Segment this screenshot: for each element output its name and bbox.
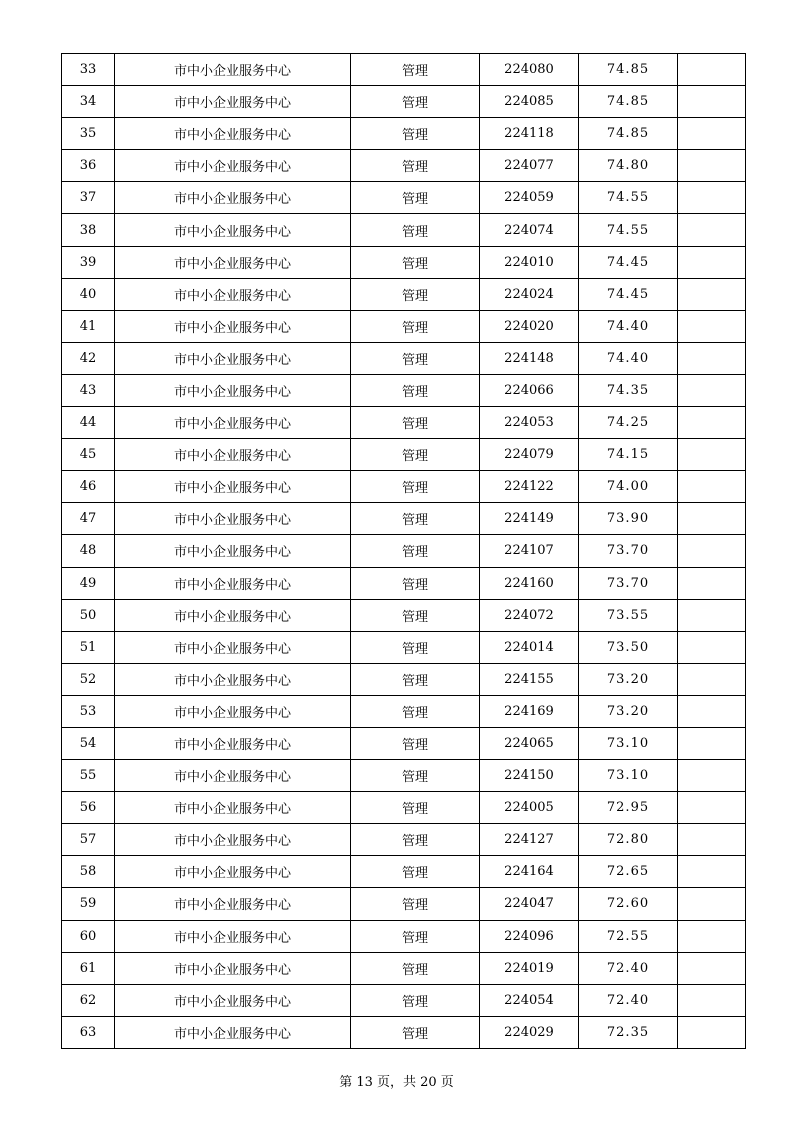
unit-cell: 市中小企业服务中心 <box>115 727 351 759</box>
table-row <box>62 150 746 182</box>
row-number-cell: 57 <box>62 824 115 856</box>
score-cell: 73.20 <box>579 695 678 727</box>
table-row <box>62 86 746 118</box>
row-number-cell: 60 <box>62 920 115 952</box>
table-row <box>62 727 746 759</box>
unit-cell: 市中小企业服务中心 <box>115 86 351 118</box>
position-cell: 管理 <box>351 824 480 856</box>
score-cell: 74.00 <box>579 471 678 503</box>
score-cell: 73.90 <box>579 503 678 535</box>
note-cell <box>678 631 746 663</box>
score-cell: 74.80 <box>579 150 678 182</box>
unit-cell: 市中小企业服务中心 <box>115 663 351 695</box>
row-number-cell: 54 <box>62 727 115 759</box>
score-cell: 74.85 <box>579 54 678 86</box>
row-number-cell: 47 <box>62 503 115 535</box>
table-row <box>62 631 746 663</box>
unit-cell: 市中小企业服务中心 <box>115 118 351 150</box>
unit-cell: 市中小企业服务中心 <box>115 310 351 342</box>
exam-id-cell: 224107 <box>480 535 579 567</box>
note-cell <box>678 214 746 246</box>
unit-cell: 市中小企业服务中心 <box>115 54 351 86</box>
table-row <box>62 246 746 278</box>
unit-cell: 市中小企业服务中心 <box>115 824 351 856</box>
position-cell: 管理 <box>351 792 480 824</box>
row-number-cell: 45 <box>62 439 115 471</box>
exam-id-cell: 224072 <box>480 599 579 631</box>
table-row <box>62 278 746 310</box>
row-number-cell: 63 <box>62 1016 115 1048</box>
unit-cell: 市中小企业服务中心 <box>115 631 351 663</box>
note-cell <box>678 727 746 759</box>
score-cell: 72.60 <box>579 888 678 920</box>
row-number-cell: 50 <box>62 599 115 631</box>
unit-cell: 市中小企业服务中心 <box>115 695 351 727</box>
unit-cell: 市中小企业服务中心 <box>115 952 351 984</box>
note-cell <box>678 54 746 86</box>
note-cell <box>678 792 746 824</box>
row-number-cell: 41 <box>62 310 115 342</box>
score-cell: 72.40 <box>579 984 678 1016</box>
unit-cell: 市中小企业服务中心 <box>115 407 351 439</box>
exam-id-cell: 224096 <box>480 920 579 952</box>
exam-id-cell: 224080 <box>480 54 579 86</box>
position-cell: 管理 <box>351 118 480 150</box>
exam-id-cell: 224149 <box>480 503 579 535</box>
note-cell <box>678 535 746 567</box>
results-table-body <box>62 54 746 1049</box>
unit-cell: 市中小企业服务中心 <box>115 374 351 406</box>
exam-id-cell: 224085 <box>480 86 579 118</box>
position-cell: 管理 <box>351 856 480 888</box>
table-row <box>62 695 746 727</box>
note-cell <box>678 1016 746 1048</box>
score-cell: 72.40 <box>579 952 678 984</box>
note-cell <box>678 599 746 631</box>
row-number-cell: 37 <box>62 182 115 214</box>
exam-id-cell: 224029 <box>480 1016 579 1048</box>
unit-cell: 市中小企业服务中心 <box>115 535 351 567</box>
row-number-cell: 58 <box>62 856 115 888</box>
note-cell <box>678 471 746 503</box>
exam-id-cell: 224074 <box>480 214 579 246</box>
score-cell: 74.35 <box>579 374 678 406</box>
position-cell: 管理 <box>351 984 480 1016</box>
row-number-cell: 34 <box>62 86 115 118</box>
position-cell: 管理 <box>351 182 480 214</box>
note-cell <box>678 920 746 952</box>
unit-cell: 市中小企业服务中心 <box>115 1016 351 1048</box>
exam-id-cell: 224127 <box>480 824 579 856</box>
note-cell <box>678 310 746 342</box>
page-footer <box>0 1071 793 1090</box>
unit-cell: 市中小企业服务中心 <box>115 471 351 503</box>
exam-id-cell: 224054 <box>480 984 579 1016</box>
exam-id-cell: 224024 <box>480 278 579 310</box>
score-cell: 74.55 <box>579 214 678 246</box>
table-row <box>62 214 746 246</box>
exam-id-cell: 224079 <box>480 439 579 471</box>
score-cell: 72.65 <box>579 856 678 888</box>
table-row <box>62 118 746 150</box>
unit-cell: 市中小企业服务中心 <box>115 214 351 246</box>
note-cell <box>678 182 746 214</box>
position-cell: 管理 <box>351 342 480 374</box>
table-row <box>62 310 746 342</box>
score-cell: 74.45 <box>579 246 678 278</box>
unit-cell: 市中小企业服务中心 <box>115 792 351 824</box>
exam-id-cell: 224148 <box>480 342 579 374</box>
score-cell: 74.15 <box>579 439 678 471</box>
row-number-cell: 39 <box>62 246 115 278</box>
results-table <box>61 53 746 1049</box>
unit-cell: 市中小企业服务中心 <box>115 760 351 792</box>
table-row <box>62 535 746 567</box>
position-cell: 管理 <box>351 1016 480 1048</box>
note-cell <box>678 856 746 888</box>
note-cell <box>678 342 746 374</box>
note-cell <box>678 118 746 150</box>
note-cell <box>678 984 746 1016</box>
table-row <box>62 824 746 856</box>
position-cell: 管理 <box>351 503 480 535</box>
position-cell: 管理 <box>351 407 480 439</box>
score-cell: 74.25 <box>579 407 678 439</box>
row-number-cell: 48 <box>62 535 115 567</box>
score-cell: 73.10 <box>579 727 678 759</box>
score-cell: 74.40 <box>579 310 678 342</box>
table-row <box>62 567 746 599</box>
unit-cell: 市中小企业服务中心 <box>115 567 351 599</box>
score-cell: 74.40 <box>579 342 678 374</box>
position-cell: 管理 <box>351 567 480 599</box>
row-number-cell: 56 <box>62 792 115 824</box>
exam-id-cell: 224047 <box>480 888 579 920</box>
page-number-label: 第 13 页，共 20 页 <box>339 1075 454 1090</box>
score-cell: 72.80 <box>579 824 678 856</box>
exam-id-cell: 224020 <box>480 310 579 342</box>
table-row <box>62 952 746 984</box>
table-row <box>62 599 746 631</box>
note-cell <box>678 760 746 792</box>
unit-cell: 市中小企业服务中心 <box>115 439 351 471</box>
position-cell: 管理 <box>351 535 480 567</box>
position-cell: 管理 <box>351 952 480 984</box>
exam-id-cell: 224014 <box>480 631 579 663</box>
table-row <box>62 54 746 86</box>
exam-id-cell: 224065 <box>480 727 579 759</box>
table-row <box>62 407 746 439</box>
table-row <box>62 792 746 824</box>
note-cell <box>678 407 746 439</box>
unit-cell: 市中小企业服务中心 <box>115 888 351 920</box>
position-cell: 管理 <box>351 727 480 759</box>
row-number-cell: 51 <box>62 631 115 663</box>
table-row <box>62 984 746 1016</box>
row-number-cell: 38 <box>62 214 115 246</box>
note-cell <box>678 374 746 406</box>
position-cell: 管理 <box>351 888 480 920</box>
score-cell: 74.85 <box>579 86 678 118</box>
row-number-cell: 53 <box>62 695 115 727</box>
unit-cell: 市中小企业服务中心 <box>115 342 351 374</box>
score-cell: 74.55 <box>579 182 678 214</box>
position-cell: 管理 <box>351 631 480 663</box>
exam-id-cell: 224005 <box>480 792 579 824</box>
row-number-cell: 61 <box>62 952 115 984</box>
position-cell: 管理 <box>351 599 480 631</box>
score-cell: 72.95 <box>579 792 678 824</box>
row-number-cell: 55 <box>62 760 115 792</box>
table-row <box>62 920 746 952</box>
exam-id-cell: 224010 <box>480 246 579 278</box>
row-number-cell: 35 <box>62 118 115 150</box>
position-cell: 管理 <box>351 86 480 118</box>
note-cell <box>678 278 746 310</box>
score-cell: 72.55 <box>579 920 678 952</box>
note-cell <box>678 888 746 920</box>
position-cell: 管理 <box>351 150 480 182</box>
note-cell <box>678 952 746 984</box>
position-cell: 管理 <box>351 374 480 406</box>
row-number-cell: 43 <box>62 374 115 406</box>
exam-id-cell: 224019 <box>480 952 579 984</box>
exam-id-cell: 224066 <box>480 374 579 406</box>
note-cell <box>678 86 746 118</box>
row-number-cell: 33 <box>62 54 115 86</box>
score-cell: 74.45 <box>579 278 678 310</box>
exam-id-cell: 224160 <box>480 567 579 599</box>
unit-cell: 市中小企业服务中心 <box>115 984 351 1016</box>
unit-cell: 市中小企业服务中心 <box>115 150 351 182</box>
note-cell <box>678 246 746 278</box>
exam-id-cell: 224077 <box>480 150 579 182</box>
note-cell <box>678 150 746 182</box>
table-row <box>62 182 746 214</box>
position-cell: 管理 <box>351 214 480 246</box>
position-cell: 管理 <box>351 663 480 695</box>
note-cell <box>678 663 746 695</box>
unit-cell: 市中小企业服务中心 <box>115 503 351 535</box>
table-row <box>62 439 746 471</box>
note-cell <box>678 824 746 856</box>
score-cell: 73.50 <box>579 631 678 663</box>
unit-cell: 市中小企业服务中心 <box>115 599 351 631</box>
note-cell <box>678 503 746 535</box>
score-cell: 73.20 <box>579 663 678 695</box>
exam-id-cell: 224169 <box>480 695 579 727</box>
position-cell: 管理 <box>351 246 480 278</box>
exam-id-cell: 224053 <box>480 407 579 439</box>
exam-id-cell: 224122 <box>480 471 579 503</box>
table-row <box>62 663 746 695</box>
table-row <box>62 1016 746 1048</box>
position-cell: 管理 <box>351 695 480 727</box>
unit-cell: 市中小企业服务中心 <box>115 856 351 888</box>
position-cell: 管理 <box>351 310 480 342</box>
row-number-cell: 44 <box>62 407 115 439</box>
score-cell: 73.10 <box>579 760 678 792</box>
score-cell: 72.35 <box>579 1016 678 1048</box>
exam-id-cell: 224059 <box>480 182 579 214</box>
exam-id-cell: 224155 <box>480 663 579 695</box>
exam-id-cell: 224118 <box>480 118 579 150</box>
table-row <box>62 503 746 535</box>
row-number-cell: 46 <box>62 471 115 503</box>
table-row <box>62 888 746 920</box>
table-row <box>62 342 746 374</box>
table-row <box>62 760 746 792</box>
position-cell: 管理 <box>351 471 480 503</box>
exam-id-cell: 224150 <box>480 760 579 792</box>
table-row <box>62 471 746 503</box>
score-cell: 73.55 <box>579 599 678 631</box>
row-number-cell: 59 <box>62 888 115 920</box>
position-cell: 管理 <box>351 278 480 310</box>
score-cell: 73.70 <box>579 567 678 599</box>
exam-id-cell: 224164 <box>480 856 579 888</box>
table-row <box>62 856 746 888</box>
note-cell <box>678 695 746 727</box>
note-cell <box>678 439 746 471</box>
position-cell: 管理 <box>351 760 480 792</box>
row-number-cell: 49 <box>62 567 115 599</box>
score-cell: 74.85 <box>579 118 678 150</box>
row-number-cell: 40 <box>62 278 115 310</box>
score-cell: 73.70 <box>579 535 678 567</box>
position-cell: 管理 <box>351 920 480 952</box>
unit-cell: 市中小企业服务中心 <box>115 182 351 214</box>
position-cell: 管理 <box>351 439 480 471</box>
row-number-cell: 52 <box>62 663 115 695</box>
row-number-cell: 42 <box>62 342 115 374</box>
table-row <box>62 374 746 406</box>
unit-cell: 市中小企业服务中心 <box>115 278 351 310</box>
unit-cell: 市中小企业服务中心 <box>115 920 351 952</box>
note-cell <box>678 567 746 599</box>
position-cell: 管理 <box>351 54 480 86</box>
row-number-cell: 36 <box>62 150 115 182</box>
row-number-cell: 62 <box>62 984 115 1016</box>
unit-cell: 市中小企业服务中心 <box>115 246 351 278</box>
